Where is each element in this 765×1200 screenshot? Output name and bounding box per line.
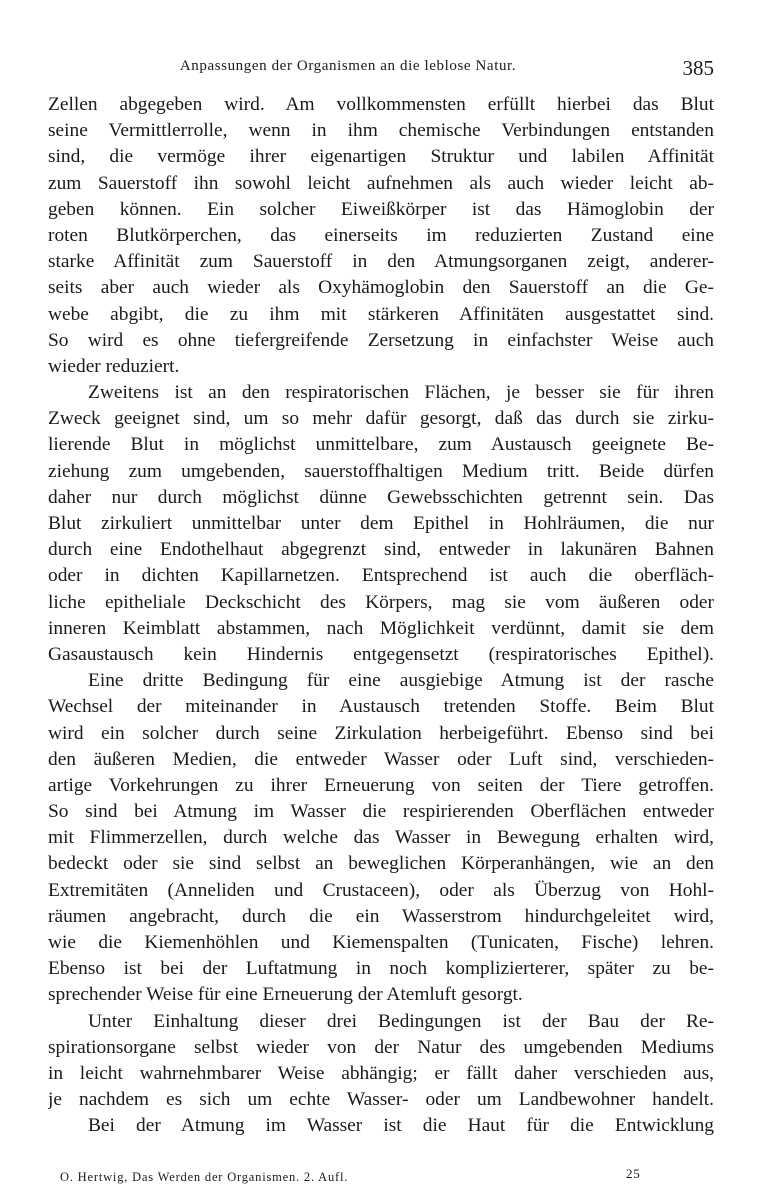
text-line: räumen angebracht, durch die ein Wasserstrom hindurchgeleitet wird, xyxy=(48,905,714,927)
text-line: mit Flimmerzellen, durch welche das Wasser in Bewegung erhalten wird, xyxy=(48,827,714,849)
paragraph-start-line: Zweitens ist an den respiratorischen Flächen, je besser sie für ihren xyxy=(88,382,714,404)
page-footer xyxy=(48,1166,714,1190)
text-line: oder in dichten Kapillarnetzen. Entsprechend ist auch die oberfläch- xyxy=(48,565,714,587)
text-line: starke Affinität zum Sauerstoff in den Atmungsorganen zeigt, anderer- xyxy=(48,251,714,273)
text-line: So wird es ohne tiefergreifende Zersetzung in einfachster Weise auch xyxy=(48,329,714,351)
text-line: wird ein solcher durch seine Zirkulation herbeigeführt. Ebenso sind bei xyxy=(48,722,714,744)
text-line: ziehung zum umgebenden, sauerstoffhaltigen Medium tritt. Beide dürfen xyxy=(48,460,714,482)
text-line: liche epitheliale Deckschicht des Körpers, mag sie vom äußeren oder xyxy=(48,591,714,613)
text-line: sind, die vermöge ihrer eigenartigen Struktur und labilen Affinität xyxy=(48,146,714,168)
body-text xyxy=(48,92,714,1140)
text-line: artige Vorkehrungen zu ihrer Erneuerung von seiten der Tiere getroffen. xyxy=(48,774,714,796)
text-line: Ebenso ist bei der Luftatmung in noch komplizierterer, später zu be- xyxy=(48,958,714,980)
running-head xyxy=(48,54,714,82)
text-line: Zweck geeignet sind, um so mehr dafür gesorgt, daß das durch sie zirku- xyxy=(48,408,714,430)
text-line: durch eine Endothelhaut abgegrenzt sind, entweder in lakunären Bahnen xyxy=(48,539,714,561)
text-line: Wechsel der miteinander in Austausch tretenden Stoffe. Beim Blut xyxy=(48,696,714,718)
text-line: seine Vermittlerrolle, wenn in ihm chemische Verbindungen entstanden xyxy=(48,120,714,142)
text-line: wie die Kiemenhöhlen und Kiemenspalten (Tunicaten, Fische) lehren. xyxy=(48,932,714,953)
paragraph-start-line: Bei der Atmung im Wasser ist die Haut für die Entwicklung xyxy=(88,1115,714,1137)
text-line: spirationsorgane selbst wieder von der Natur des umgebenden Mediums xyxy=(48,1036,714,1058)
text-line: lierende Blut in möglichst unmittelbare, zum Austausch geeignete Be- xyxy=(48,434,714,456)
paragraph-end-line: je nachdem es sich um echte Wasser- oder um Landbewohner handelt. xyxy=(48,1089,714,1111)
text-line: den äußeren Medien, die entweder Wasser oder Luft sind, verschieden- xyxy=(48,748,714,770)
text-line: Extremitäten (Anneliden und Crustaceen), oder als Überzug von Hohl- xyxy=(48,879,714,901)
text-line: webe abgibt, die zu ihm mit stärkeren Affinitäten ausgestattet sind. xyxy=(48,303,714,325)
text-line: daher nur durch möglichst dünne Gewebsschichten getrennt sein. Das xyxy=(48,486,714,508)
text-line: Zellen abgegeben wird. Am vollkommensten erfüllt hierbei das Blut xyxy=(48,94,714,115)
page-number: 385 xyxy=(682,56,714,80)
text-line: Blut zirkuliert unmittelbar unter dem Epithel in Hohlräumen, die nur xyxy=(48,513,714,534)
footer-author-work: O. Hertwig, Das Werden der Organismen. 2. Aufl. xyxy=(60,1170,349,1184)
running-title: Anpassungen der Organismen an die leblose Natur. xyxy=(179,58,517,74)
paragraph-start-line: Eine dritte Bedingung für eine ausgiebige Atmung ist der rasche xyxy=(88,670,714,692)
text-line: geben können. Ein solcher Eiweißkörper ist das Hämoglobin der xyxy=(48,198,714,220)
text-line: in leicht wahrnehmbarer Weise abhängig; er fällt daher verschieden aus, xyxy=(48,1062,714,1084)
text-line: So sind bei Atmung im Wasser die respirierenden Oberflächen entweder xyxy=(48,801,714,823)
text-line: roten Blutkörperchen, das einerseits im reduzierten Zustand eine xyxy=(48,224,714,246)
text-line: inneren Keimblatt abstammen, nach Möglichkeit verdünnt, damit sie dem xyxy=(48,617,714,639)
paragraph-end-line: wieder reduziert. xyxy=(48,355,180,377)
text-line: bedeckt oder sie sind selbst an beweglichen Körperanhängen, wie an den xyxy=(48,853,714,875)
footer-signature-mark: 25 xyxy=(626,1166,641,1181)
text-line: seits aber auch wieder als Oxyhämoglobin den Sauerstoff an die Ge- xyxy=(48,277,714,299)
paragraph-end-line: sprechender Weise für eine Erneuerung der Atemluft gesorgt. xyxy=(48,984,523,1006)
paragraph-end-line: Gasaustausch kein Hindernis entgegensetzt (respiratorisches Epithel). xyxy=(48,643,714,665)
text-line: zum Sauerstoff ihn sowohl leicht aufnehmen als auch wieder leicht ab- xyxy=(48,172,714,194)
paragraph-start-line: Unter Einhaltung dieser drei Bedingungen ist der Bau der Re- xyxy=(88,1010,714,1032)
